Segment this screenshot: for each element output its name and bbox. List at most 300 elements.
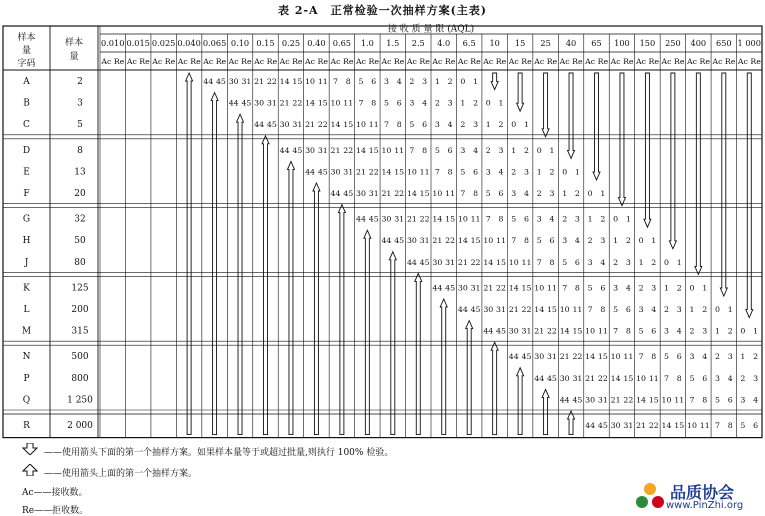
code-letter: M (21, 326, 32, 337)
ac-value: 30 (432, 257, 443, 267)
ac-value: 5 (383, 98, 389, 108)
aql-value: 150 (639, 38, 656, 48)
re-value: 11 (699, 421, 710, 431)
ac-value: 30 (356, 189, 366, 199)
re-value: 8 (549, 257, 555, 267)
ac-value: 30 (305, 145, 316, 155)
re-value: 2 (574, 189, 580, 199)
ac-value: 1 (638, 257, 644, 267)
ac-value: 30 (254, 98, 265, 108)
header-code-letter: 量 (21, 46, 32, 56)
down-arrow-icon (644, 73, 651, 227)
ac-value: 14 (508, 283, 519, 293)
ac-value: 3 (460, 145, 466, 155)
re-value: 3 (473, 120, 479, 130)
re-value: 8 (651, 352, 657, 362)
ac-value: 21 (534, 326, 545, 336)
ac-value: 14 (406, 189, 417, 199)
re-value: 8 (473, 189, 479, 199)
code-letter: F (23, 189, 30, 200)
ac-value: 2 (638, 283, 644, 293)
ac-label: Ac (406, 57, 417, 66)
re-value: 31 (445, 257, 456, 267)
re-value: 8 (447, 167, 453, 177)
re-value: 31 (470, 283, 481, 293)
re-value: 1 (473, 77, 479, 87)
re-value: 15 (521, 283, 532, 293)
ac-value: 10 (381, 145, 392, 155)
sample-size: 80 (74, 257, 86, 268)
re-value: 11 (394, 145, 405, 155)
logo-url: www.PinZhi.org (666, 500, 744, 511)
ac-value: 44 (483, 326, 494, 336)
sample-size: 125 (71, 283, 89, 294)
re-value: 45 (470, 305, 481, 315)
ac-value: 44 (534, 373, 545, 383)
re-value: 31 (241, 77, 252, 87)
table-title: 表 2-A 正常检验一次抽样方案(主表) (278, 4, 487, 17)
re-value: 2 (498, 120, 504, 130)
re-label: Re (241, 57, 252, 66)
re-value: 6 (473, 167, 479, 177)
ac-value: 2 (460, 120, 466, 130)
re-value: 8 (523, 236, 529, 246)
ac-value: 10 (305, 77, 316, 87)
ac-label: Ac (483, 57, 494, 66)
down-arrow-icon (695, 73, 702, 274)
re-value: 8 (676, 373, 682, 383)
re-value: 6 (371, 77, 377, 87)
re-value: 11 (445, 189, 456, 199)
re-value: 6 (600, 283, 606, 293)
re-value: 11 (623, 352, 634, 362)
ac-value: 0 (664, 257, 670, 267)
re-value: 11 (546, 283, 557, 293)
up-arrow-icon (364, 230, 371, 434)
aql-value: 0.10 (230, 38, 250, 48)
ac-value: 14 (330, 120, 341, 130)
re-value: 2 (473, 98, 479, 108)
ac-value: 0 (689, 283, 695, 293)
ac-value: 7 (714, 421, 720, 431)
re-value: 22 (597, 373, 608, 383)
ac-label: Ac (712, 57, 723, 66)
ac-value: 7 (333, 77, 339, 87)
re-value: 3 (447, 98, 453, 108)
code-letter: C (23, 120, 30, 131)
ac-label: Ac (559, 57, 570, 66)
re-value: 4 (473, 145, 479, 155)
re-value: 15 (572, 326, 583, 336)
re-label: Re (393, 57, 405, 66)
ac-value: 21 (508, 305, 519, 315)
ac-value: 7 (409, 145, 415, 155)
re-label: Re (139, 57, 150, 66)
re-value: 3 (498, 145, 504, 155)
pinzhi-logo (630, 478, 765, 516)
ac-value: 10 (636, 373, 647, 383)
re-value: 8 (600, 305, 606, 315)
ac-value: 14 (636, 395, 647, 405)
re-value: 22 (368, 167, 379, 177)
up-arrow-icon (466, 321, 473, 435)
aql-value: 1 000 (737, 38, 761, 48)
re-label: Re (623, 57, 634, 66)
re-value: 8 (727, 421, 733, 431)
up-arrow-icon (262, 136, 269, 435)
re-value: 31 (521, 326, 532, 336)
ac-value: 44 (559, 395, 570, 405)
re-value: 8 (422, 145, 428, 155)
code-letter: D (22, 145, 31, 156)
ac-value: 1 (485, 120, 491, 130)
code-letter: G (22, 214, 31, 225)
re-label: Re (648, 57, 660, 66)
ac-value: 5 (740, 421, 746, 431)
re-value: 2 (651, 257, 657, 267)
down-arrow-icon (542, 73, 549, 137)
re-value: 1 (753, 326, 759, 336)
aql-value: 1.5 (386, 38, 400, 48)
ac-value: 2 (409, 77, 415, 87)
ac-value: 10 (483, 236, 494, 246)
re-label: Re (674, 57, 685, 66)
down-arrow-icon (669, 73, 676, 249)
re-value: 8 (396, 120, 402, 130)
re-value: 45 (419, 257, 430, 267)
re-value: 3 (422, 77, 428, 87)
re-label: Re (546, 57, 558, 66)
ac-value: 7 (383, 120, 389, 130)
ac-label: Ac (279, 57, 290, 66)
ac-value: 7 (587, 305, 593, 315)
ac-label: Ac (177, 57, 188, 66)
ac-label: Ac (610, 57, 621, 66)
ac-value: 10 (687, 421, 697, 431)
re-value: 2 (447, 77, 453, 87)
legend-up (22, 464, 197, 479)
ac-value: 1 (689, 305, 695, 315)
ac-value: 30 (381, 214, 392, 224)
re-value: 8 (345, 77, 351, 87)
re-value: 4 (753, 395, 759, 405)
aql-value: 0.40 (307, 38, 326, 48)
re-label: Re (419, 57, 430, 66)
aql-value: 15 (514, 38, 526, 48)
ac-label: Ac (585, 57, 596, 66)
ac-label: Ac (305, 57, 316, 66)
ac-value: 10 (356, 120, 366, 130)
ac-value: 0 (613, 214, 619, 224)
ac-label: Ac (126, 57, 137, 66)
re-value: 31 (572, 373, 583, 383)
ac-value: 2 (536, 189, 542, 199)
re-value: 15 (343, 120, 354, 130)
ac-value: 7 (613, 326, 619, 336)
ac-value: 3 (383, 77, 389, 87)
ac-value: 14 (381, 167, 392, 177)
ac-value: 44 (203, 77, 214, 87)
ac-value: 5 (714, 395, 720, 405)
ac-value: 21 (636, 421, 647, 431)
ac-value: 21 (279, 98, 290, 108)
re-value: 11 (317, 77, 328, 87)
ac-value: 3 (562, 236, 568, 246)
down-arrow-icon (618, 73, 625, 206)
re-value: 4 (676, 326, 682, 336)
re-value: 22 (343, 145, 354, 155)
ac-value: 21 (330, 145, 341, 155)
re-value: 22 (266, 77, 277, 87)
ac-value: 2 (587, 236, 593, 246)
ac-value: 21 (559, 352, 570, 362)
ac-value: 10 (559, 305, 570, 315)
re-value: 11 (496, 236, 506, 246)
re-value: 31 (292, 120, 303, 130)
re-value: 22 (496, 283, 506, 293)
re-value: 15 (394, 167, 405, 177)
re-value: 45 (368, 214, 379, 224)
ac-value: 30 (559, 373, 570, 383)
re-value: 1 (625, 214, 631, 224)
sample-size: 3 (77, 98, 83, 109)
ac-value: 7 (536, 257, 542, 267)
re-value: 45 (521, 352, 532, 362)
re-value: 1 (600, 189, 606, 199)
ac-label: Ac (152, 57, 163, 66)
ac-value: 0 (638, 236, 644, 246)
aql-value: 0.040 (177, 38, 201, 48)
re-label: Re (470, 57, 481, 66)
re-label: Re (266, 57, 278, 66)
ac-value: 0 (714, 305, 720, 315)
ac-value: 21 (585, 373, 596, 383)
re-value: 6 (702, 373, 708, 383)
up-arrow-icon (389, 252, 396, 435)
re-value: 45 (317, 167, 328, 177)
re-value: 4 (549, 214, 555, 224)
re-label: Re (368, 57, 379, 66)
re-value: 45 (445, 283, 456, 293)
logo-name: 品质协会 (670, 483, 735, 502)
ac-label: Ac (686, 57, 697, 66)
ac-value: 14 (457, 236, 468, 246)
ac-value: 3 (613, 283, 619, 293)
re-value: 1 (523, 120, 529, 130)
re-value: 3 (651, 283, 657, 293)
ac-value: 1 (536, 167, 542, 177)
ac-value: 1 (511, 145, 517, 155)
code-letter: B (23, 98, 30, 109)
ac-value: 10 (534, 283, 545, 293)
ac-label: Ac (381, 57, 392, 66)
re-value: 15 (546, 305, 557, 315)
re-value: 8 (625, 326, 631, 336)
re-value: 2 (600, 214, 606, 224)
ac-value: 5 (613, 305, 619, 315)
code-letter: P (23, 373, 30, 384)
re-value: 22 (292, 98, 303, 108)
re-value: 15 (648, 395, 659, 405)
aql-value: 1.0 (360, 38, 374, 48)
re-value: 45 (292, 145, 303, 155)
ac-value: 3 (434, 120, 440, 130)
ac-value: 1 (434, 77, 440, 87)
re-value: 4 (498, 167, 504, 177)
ac-value: 30 (406, 236, 417, 246)
ac-label: Ac (101, 57, 112, 66)
re-value: 4 (447, 120, 453, 130)
re-value: 15 (623, 373, 634, 383)
ac-value: 14 (559, 326, 570, 336)
ac-value: 3 (740, 395, 746, 405)
legend-re: Re——拒收数。 (22, 506, 89, 516)
re-value: 6 (396, 98, 402, 108)
re-value: 6 (549, 236, 555, 246)
ac-label: Ac (203, 57, 214, 66)
ac-value: 14 (534, 305, 545, 315)
aql-value: 650 (715, 38, 732, 48)
re-value: 3 (727, 352, 733, 362)
down-arrow-icon (568, 73, 575, 158)
up-arrow-icon (313, 183, 320, 435)
ac-value: 1 (740, 352, 746, 362)
up-arrow-icon (211, 93, 218, 435)
code-letter: K (23, 283, 30, 294)
code-letter: R (23, 421, 30, 432)
ac-value: 21 (457, 257, 468, 267)
up-arrow-icon (338, 205, 345, 435)
ac-value: 21 (356, 167, 366, 177)
sample-size: 5 (77, 120, 83, 131)
ac-value: 21 (483, 283, 494, 293)
re-value: 45 (572, 395, 583, 405)
ac-value: 5 (689, 373, 695, 383)
up-arrow-icon (22, 464, 44, 479)
code-letter: E (23, 167, 30, 178)
ac-value: 10 (406, 167, 417, 177)
ac-value: 5 (358, 77, 364, 87)
re-value: 11 (674, 395, 685, 405)
re-value: 31 (597, 395, 608, 405)
re-label: Re (215, 57, 227, 66)
ac-value: 1 (613, 236, 619, 246)
ac-value: 5 (485, 189, 491, 199)
re-value: 2 (676, 283, 682, 293)
re-value: 15 (470, 236, 481, 246)
sample-size: 20 (74, 189, 86, 200)
re-value: 22 (572, 352, 583, 362)
re-value: 45 (343, 189, 354, 199)
re-label: Re (164, 57, 176, 66)
aql-value: 40 (565, 38, 577, 48)
aql-value: 65 (591, 38, 602, 48)
re-value: 31 (623, 421, 634, 431)
re-value: 15 (368, 145, 379, 155)
re-value: 4 (396, 77, 402, 87)
ac-value: 0 (740, 326, 746, 336)
re-value: 11 (343, 98, 354, 108)
code-letter: H (22, 236, 31, 247)
legend-down-text: ——使用箭头下面的第一个抽样方案。如果样本量等于或超过批量,则执行 100% 检验。 (44, 448, 394, 458)
ac-label: Ac (508, 57, 519, 66)
sample-size: 1 250 (67, 395, 93, 406)
aql-value: 0.025 (151, 38, 176, 48)
ac-value: 44 (585, 421, 596, 431)
up-arrow-icon (415, 273, 422, 434)
ac-value: 44 (508, 352, 519, 362)
down-arrow-icon (720, 73, 727, 296)
aql-value: 0.010 (101, 38, 125, 48)
ac-value: 14 (432, 214, 443, 224)
ac-value: 3 (638, 305, 644, 315)
aql-value: 100 (614, 38, 630, 48)
re-value: 22 (317, 120, 328, 130)
re-value: 11 (597, 326, 608, 336)
code-letter: A (23, 77, 30, 88)
ac-value: 21 (432, 236, 443, 246)
re-value: 45 (546, 373, 557, 383)
ac-label: Ac (457, 57, 468, 66)
ac-value: 44 (228, 98, 239, 108)
ac-value: 10 (432, 189, 443, 199)
re-value: 8 (702, 395, 708, 405)
ac-label: Ac (432, 57, 443, 66)
re-value: 6 (727, 395, 733, 405)
ac-value: 30 (483, 305, 494, 315)
re-value: 11 (470, 214, 481, 224)
ac-value: 44 (356, 214, 366, 224)
ac-value: 3 (689, 352, 695, 362)
sample-size: 50 (74, 236, 86, 247)
re-value: 11 (368, 120, 379, 130)
re-value: 22 (521, 305, 532, 315)
ac-value: 3 (714, 373, 720, 383)
re-value: 11 (521, 257, 532, 267)
up-arrow-icon (186, 73, 193, 435)
aql-value: 0.25 (281, 38, 301, 48)
re-value: 1 (702, 283, 708, 293)
ac-value: 30 (508, 326, 519, 336)
re-label: Re (113, 57, 125, 66)
ac-value: 7 (511, 236, 517, 246)
re-value: 1 (727, 305, 733, 315)
ac-value: 3 (511, 189, 517, 199)
down-arrow-icon (22, 443, 44, 458)
re-value: 8 (498, 214, 504, 224)
ac-label: Ac (254, 57, 265, 66)
ac-value: 5 (587, 283, 593, 293)
aql-value: 0.015 (126, 38, 150, 48)
re-value: 31 (317, 145, 328, 155)
re-value: 6 (574, 257, 580, 267)
ac-value: 1 (460, 98, 466, 108)
re-value: 31 (368, 189, 379, 199)
ac-value: 5 (460, 167, 466, 177)
ac-value: 0 (536, 145, 542, 155)
ac-value: 30 (585, 395, 596, 405)
re-value: 6 (753, 421, 759, 431)
aql-value: 400 (690, 38, 707, 48)
ac-value: 44 (279, 145, 290, 155)
ac-label: Ac (661, 57, 672, 66)
re-value: 2 (549, 167, 555, 177)
re-value: 45 (496, 326, 506, 336)
down-arrow-icon (746, 73, 753, 318)
ac-value: 14 (610, 373, 621, 383)
re-value: 31 (343, 167, 354, 177)
re-value: 3 (625, 257, 631, 267)
